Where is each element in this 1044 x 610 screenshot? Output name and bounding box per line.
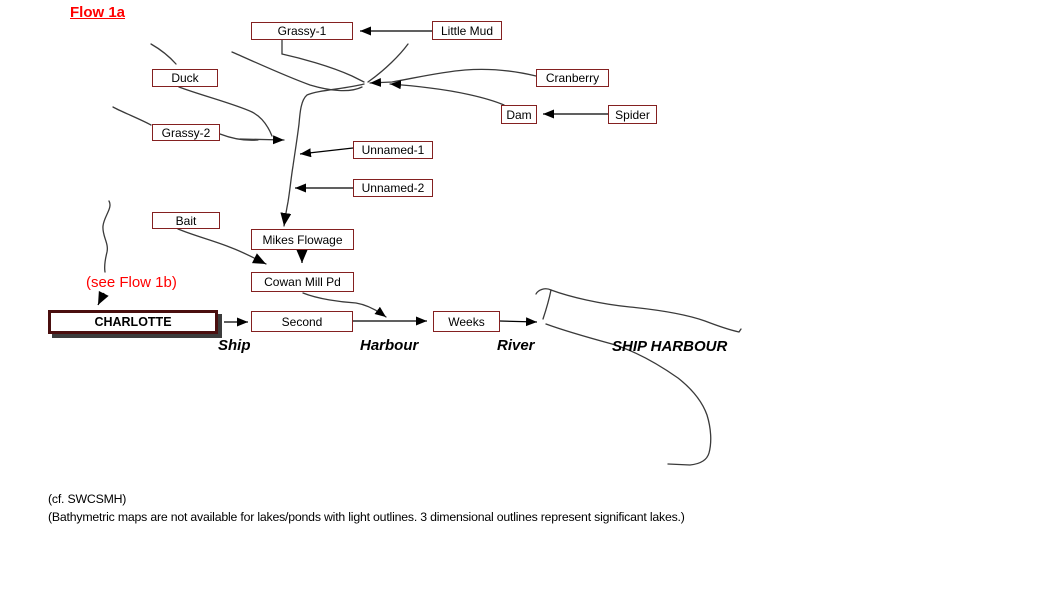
stream-flow1b-inlet	[103, 201, 110, 272]
label-harbour-river: Harbour	[360, 337, 419, 354]
stream-cranberry	[370, 69, 536, 83]
node-spider: Spider	[608, 105, 657, 124]
see-flow-1b-note: (see Flow 1b)	[86, 274, 177, 291]
label-river: River	[497, 337, 535, 354]
coastline-upper-hook	[536, 289, 551, 294]
label-ship-river: Ship	[218, 337, 251, 354]
stream-topright	[368, 44, 408, 82]
node-charlotte: CHARLOTTE	[48, 310, 218, 334]
node-grassy-1: Grassy-1	[251, 22, 353, 40]
node-cowan-mill-pd: Cowan Mill Pd	[251, 272, 354, 292]
node-unnamed-2: Unnamed-2	[353, 179, 433, 197]
arrow-unnamed1	[300, 148, 353, 154]
footnote-bathymetric: (Bathymetric maps are not available for lakes/ponds with light outlines. 3 dimensional outlines represent significant lakes.)	[48, 510, 685, 524]
node-second: Second	[251, 311, 353, 332]
coastline-left-drop	[543, 290, 551, 319]
node-unnamed-1: Unnamed-1	[353, 141, 433, 159]
node-cranberry: Cranberry	[536, 69, 609, 87]
stream-dam	[390, 84, 504, 105]
stream-duck-upper	[151, 44, 176, 64]
node-bait: Bait	[152, 212, 220, 229]
stream-grassy1-drain	[282, 54, 364, 82]
node-duck: Duck	[152, 69, 218, 87]
stream-river-main	[284, 84, 364, 226]
footnote-cf-swcsmh: (cf. SWCSMH)	[48, 492, 127, 506]
node-grassy-2: Grassy-2	[152, 124, 220, 141]
stream-grassy2-upper	[113, 107, 151, 125]
arrow-weeks-harbour	[500, 321, 537, 322]
node-little-mud: Little Mud	[432, 21, 502, 40]
node-dam: Dam	[501, 105, 537, 124]
page-title: Flow 1a	[70, 4, 126, 21]
coastline-upper	[551, 290, 741, 332]
label-ship-harbour: SHIP HARBOUR	[612, 338, 728, 355]
node-weeks: Weeks	[433, 311, 500, 332]
node-mikes-flowage: Mikes Flowage	[251, 229, 354, 250]
arrow-seeflow-charlotte	[98, 293, 104, 305]
